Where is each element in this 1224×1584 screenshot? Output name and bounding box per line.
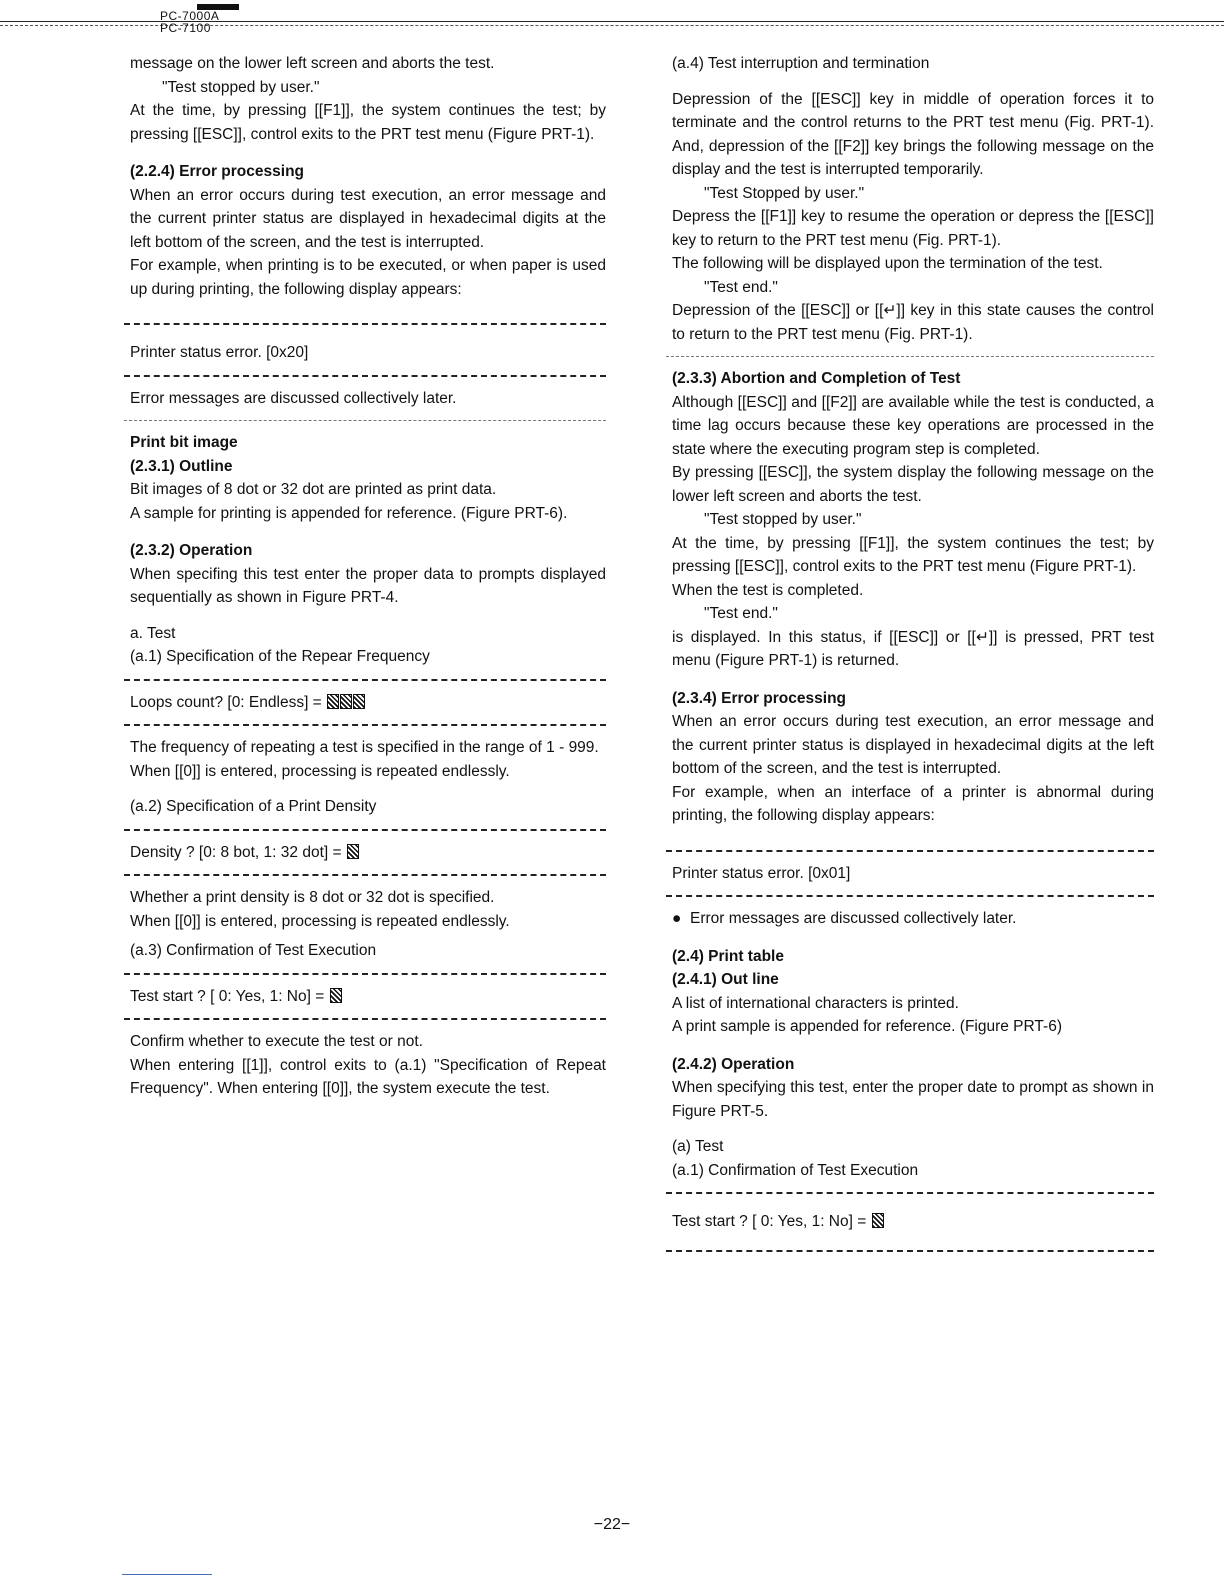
paragraph: When the test is completed. bbox=[672, 581, 864, 599]
paragraph: At the time, by pressing [[F1]], the system continues the test; by pressing [[ESC]], control exits to the PRT test menu (Figure PRT-1). bbox=[672, 534, 1154, 575]
bullet-icon: ● bbox=[672, 910, 690, 927]
paragraph: is displayed. In this status, if [[ESC]] or [[↵]] is pressed, PRT test menu (Figure PRT-1) is returned. bbox=[672, 628, 1154, 669]
display-box-bottom-rule bbox=[666, 1250, 1154, 1252]
page-header bbox=[0, 0, 1224, 40]
separator bbox=[666, 356, 1154, 357]
model-number: PC-7000A bbox=[160, 9, 220, 23]
bullet-item bbox=[672, 907, 1154, 931]
quoted-message: "Test end." bbox=[704, 278, 778, 296]
prompt-line bbox=[672, 1210, 1154, 1234]
footer-link-rule bbox=[122, 1574, 212, 1575]
paragraph: A list of international characters is printed. bbox=[672, 994, 959, 1012]
paragraph: When an error occurs during test execution, an error message and the current printer status are displayed in hexadecimal digits at the left bottom of the screen, and the test is interrupted. bbox=[130, 186, 606, 251]
paragraph: The following will be displayed upon the termination of the test. bbox=[672, 255, 1103, 272]
model-number-2: PC-7100 bbox=[160, 21, 211, 35]
display-box-top-rule bbox=[124, 323, 606, 325]
cursor-cell bbox=[347, 844, 359, 859]
cursor-cell bbox=[327, 694, 339, 709]
section-heading: Print bit image bbox=[130, 434, 238, 451]
paragraph: A print sample is appended for reference. (Figure PRT-6) bbox=[672, 1018, 1062, 1035]
display-message: Printer status error. [0x20] bbox=[130, 344, 309, 361]
subsection-label: a. Test bbox=[130, 624, 176, 642]
paragraph: Depress the [[F1]] key to resume the operation or depress the [[ESC]] key to return to the PRT test menu (Fig. PRT-1). bbox=[672, 208, 1154, 249]
right-column bbox=[672, 52, 1154, 1262]
separator bbox=[124, 420, 606, 421]
prompt-text: Test start ? [ 0: Yes, 1: No] = bbox=[130, 987, 325, 1005]
spacer bbox=[672, 1234, 1154, 1240]
section-heading: (2.3.1) Outline bbox=[130, 457, 233, 475]
cursor-cell bbox=[353, 694, 365, 709]
display-box-top-rule bbox=[666, 1192, 1154, 1194]
cursor-cell bbox=[330, 988, 342, 1003]
display-box-bottom-rule bbox=[124, 375, 606, 377]
display-box-top-rule bbox=[124, 679, 606, 681]
paragraph: For example, when printing is to be executed, or when paper is used up during printing, the following display appears: bbox=[130, 257, 606, 298]
paragraph: The frequency of repeating a test is specified in the range of 1 - 999. bbox=[130, 739, 599, 756]
section-heading: (2.3.4) Error processing bbox=[672, 689, 847, 707]
section-heading: (2.4) Print table bbox=[672, 947, 784, 965]
paragraph: When specifying this test, enter the proper date to prompt as shown in Figure PRT-5. bbox=[672, 1079, 1154, 1120]
paragraph: For example, when an interface of a printer is abnormal during printing, the following display appears: bbox=[672, 783, 1154, 824]
display-box-bottom-rule bbox=[666, 895, 1154, 897]
spacer bbox=[130, 783, 606, 795]
paragraph: Error messages are discussed collectively later. bbox=[130, 389, 457, 407]
left-column bbox=[130, 52, 606, 1101]
display-box-top-rule bbox=[124, 973, 606, 975]
subsection-heading: (a.2) Specification of a Print Density bbox=[130, 798, 377, 815]
cursor-cell bbox=[872, 1213, 884, 1228]
display-box-top-rule bbox=[124, 829, 606, 831]
prompt-text: Loops count? [0: Endless] = bbox=[130, 693, 322, 711]
paragraph: Bit images of 8 dot or 32 dot are printed as print data. bbox=[130, 481, 497, 498]
display-message: Printer status error. [0x01] bbox=[672, 864, 851, 882]
quoted-message: "Test Stopped by user." bbox=[704, 184, 865, 202]
bullet-text: Error messages are discussed collectively later. bbox=[689, 910, 1017, 927]
cursor-cell bbox=[340, 694, 352, 709]
paragraph: When specifing this test enter the proper data to prompts displayed sequentially as shown in Figure PRT-4. bbox=[130, 565, 606, 606]
section-heading: (2.2.4) Error processing bbox=[130, 163, 305, 180]
spacer bbox=[130, 301, 606, 313]
subsection-heading: (a.3) Confirmation of Test Execution bbox=[130, 942, 377, 959]
paragraph: By pressing [[ESC]], the system display the following message on the lower left screen and aborts the test. bbox=[672, 464, 1154, 505]
paragraph: Whether a print density is 8 dot or 32 dot is specified. bbox=[130, 889, 495, 906]
paragraph: Confirm whether to execute the test or not. bbox=[130, 1033, 423, 1050]
paragraph: Depression of the [[ESC]] key in middle of operation forces it to terminate and the control returns to the PRT test menu (Fig. PRT-1). And, depression of the [[F2]] key brings the following message on the display and the test is interrupted temporarily. bbox=[672, 90, 1154, 178]
paragraph: message on the lower left screen and aborts the test. bbox=[130, 55, 495, 72]
paragraph: Depression of the [[ESC]] or [[↵]] key in this state causes the control to return to the PRT test menu (Fig. PRT-1). bbox=[672, 302, 1154, 343]
spacer bbox=[130, 610, 606, 622]
prompt-text: Density ? [0: 8 bot, 1: 32 dot] = bbox=[130, 843, 342, 861]
paragraph: When [[0]] is entered, processing is repeated endlessly. bbox=[130, 762, 510, 780]
paragraph: A sample for printing is appended for reference. (Figure PRT-6). bbox=[130, 504, 568, 522]
subsection-heading: (a.1) Confirmation of Test Execution bbox=[672, 1161, 919, 1179]
prompt-line bbox=[130, 985, 606, 1009]
spacer bbox=[672, 1123, 1154, 1135]
quoted-message: "Test stopped by user." bbox=[162, 78, 320, 96]
subsection-heading: (a.1) Specification of the Repear Frequency bbox=[130, 648, 430, 665]
paragraph: When an error occurs during test execution, an error message and the current printer status is displayed in hexadecimal digits at the left bottom of the screen, and the test is interrupted. bbox=[672, 713, 1154, 777]
section-heading: (2.4.1) Out line bbox=[672, 971, 779, 988]
page-number: −22− bbox=[593, 1516, 631, 1533]
section-heading: (2.3.2) Operation bbox=[130, 542, 253, 559]
display-box-bottom-rule bbox=[124, 724, 606, 726]
prompt-line bbox=[130, 841, 606, 865]
display-box-top-rule bbox=[666, 850, 1154, 852]
subsection-heading: (a.4) Test interruption and termination bbox=[672, 55, 930, 72]
paragraph: When entering [[1]], control exits to (a.1) "Specification of Repeat Frequency". When entering [[0]], the system execute the test. bbox=[130, 1056, 606, 1097]
quoted-message: "Test end." bbox=[704, 605, 778, 622]
quoted-message: "Test stopped by user." bbox=[704, 511, 862, 528]
paragraph: When [[0]] is entered, processing is repeated endlessly. bbox=[130, 912, 510, 930]
display-box-bottom-rule bbox=[124, 874, 606, 876]
display-box-bottom-rule bbox=[124, 1018, 606, 1020]
prompt-line bbox=[130, 691, 606, 715]
section-heading: (2.4.2) Operation bbox=[672, 1055, 795, 1073]
subsection-label: (a) Test bbox=[672, 1138, 724, 1155]
spacer bbox=[672, 828, 1154, 840]
paragraph: At the time, by pressing [[F1]], the system continues the test; by pressing [[ESC]], control exits to the PRT test menu (Figure PRT-1). bbox=[130, 102, 606, 143]
paragraph: Although [[ESC]] and [[F2]] are available while the test is conducted, a time lag occurs because these key operations are processed in the state where the executing program step is completed. bbox=[672, 393, 1154, 458]
section-heading: (2.3.3) Abortion and Completion of Test bbox=[672, 370, 961, 387]
prompt-text: Test start ? [ 0: Yes, 1: No] = bbox=[672, 1213, 867, 1230]
spacer bbox=[672, 76, 1154, 88]
